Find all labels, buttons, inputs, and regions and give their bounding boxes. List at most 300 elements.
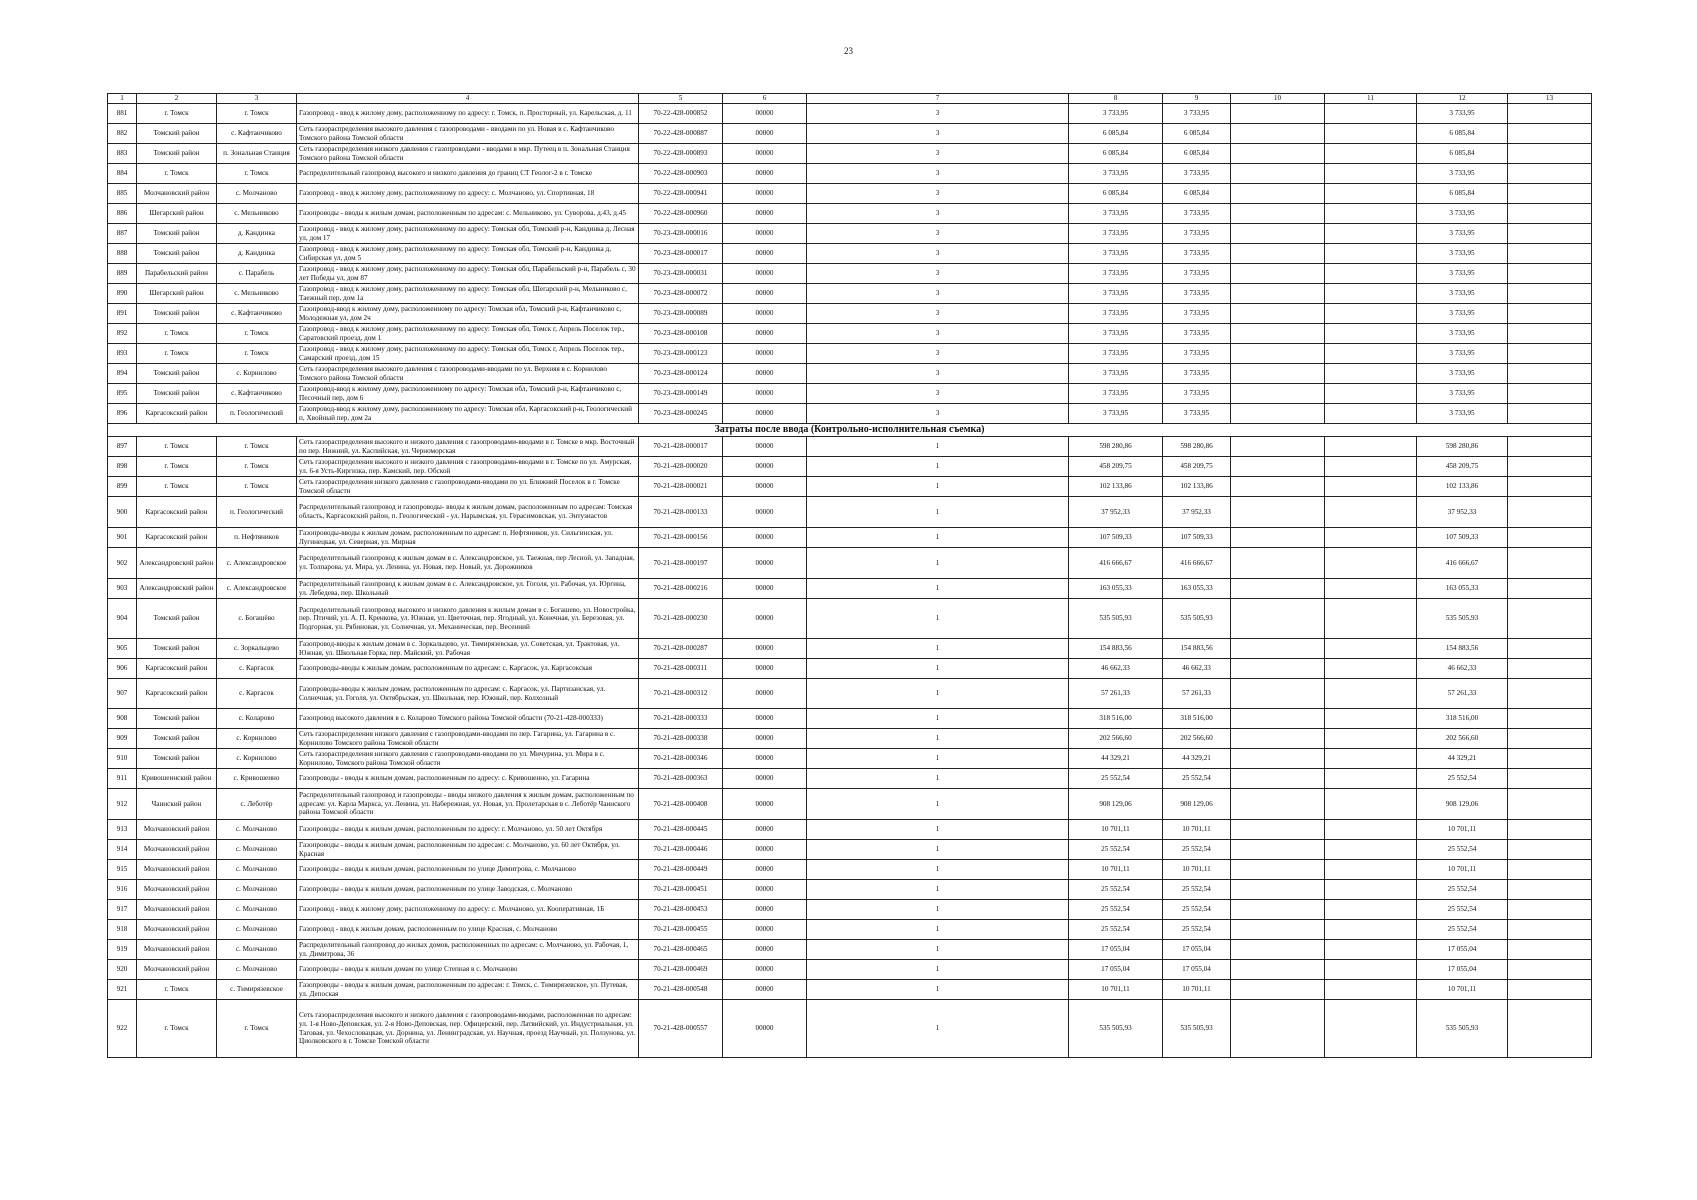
col11 xyxy=(1325,244,1417,264)
col13 xyxy=(1508,880,1592,900)
table-row xyxy=(108,497,1592,528)
amount-col8: 163 055,33 xyxy=(1069,579,1163,599)
object-description: Сеть газораспределения низкого давления с газопроводами-вводами по ул. Ближний Поселок в г. Томске Томской области xyxy=(297,477,639,497)
object-code: 70-23-428-000149 xyxy=(639,384,723,404)
col11 xyxy=(1325,729,1417,749)
col10 xyxy=(1231,980,1325,1000)
col6-code: 00000 xyxy=(723,960,807,980)
col6-code: 00000 xyxy=(723,749,807,769)
row-number: 889 xyxy=(108,264,137,284)
object-code: 70-23-428-000108 xyxy=(639,324,723,344)
row-number: 914 xyxy=(108,840,137,860)
amount-col9: 46 662,33 xyxy=(1163,659,1231,679)
col13 xyxy=(1508,364,1592,384)
amount-col12: 25 552,54 xyxy=(1417,840,1508,860)
object-description: Газопроводы - вводы к жилым домам, расположенным по адресам: г. Томск, с. Тимирязевское, ул. Путевая, ул. Депоская xyxy=(297,980,639,1000)
amount-col8: 6 085,84 xyxy=(1069,184,1163,204)
amount-col9: 25 552,54 xyxy=(1163,880,1231,900)
district: Томский район xyxy=(137,639,217,659)
col7-value: 1 xyxy=(807,940,1069,960)
row-number: 900 xyxy=(108,497,137,528)
district: Томский район xyxy=(137,124,217,144)
district: Каргасокский район xyxy=(137,659,217,679)
col6-code: 00000 xyxy=(723,244,807,264)
locality: с. Молчаново xyxy=(217,840,297,860)
district: Томский район xyxy=(137,384,217,404)
row-number: 899 xyxy=(108,477,137,497)
table-row xyxy=(108,579,1592,599)
col6-code: 00000 xyxy=(723,820,807,840)
locality: с. Кафтанчиково xyxy=(217,124,297,144)
col10 xyxy=(1231,477,1325,497)
amount-col12: 598 280,86 xyxy=(1417,437,1508,457)
col7-value: 1 xyxy=(807,729,1069,749)
col11 xyxy=(1325,599,1417,639)
amount-col8: 6 085,84 xyxy=(1069,124,1163,144)
col10 xyxy=(1231,124,1325,144)
col6-code: 00000 xyxy=(723,304,807,324)
row-number: 885 xyxy=(108,184,137,204)
col7-value: 1 xyxy=(807,960,1069,980)
amount-col9: 908 129,06 xyxy=(1163,789,1231,820)
table-row xyxy=(108,364,1592,384)
amount-col8: 3 733,95 xyxy=(1069,104,1163,124)
amount-col8: 10 701,11 xyxy=(1069,980,1163,1000)
locality: с. Кафтанчиково xyxy=(217,384,297,404)
amount-col8: 25 552,54 xyxy=(1069,769,1163,789)
col10 xyxy=(1231,1000,1325,1058)
amount-col12: 57 261,33 xyxy=(1417,679,1508,709)
object-code: 70-23-428-000089 xyxy=(639,304,723,324)
col10 xyxy=(1231,709,1325,729)
amount-col8: 458 209,75 xyxy=(1069,457,1163,477)
table-row xyxy=(108,820,1592,840)
col13 xyxy=(1508,980,1592,1000)
col13 xyxy=(1508,284,1592,304)
col6-code: 00000 xyxy=(723,364,807,384)
district: Каргасокский район xyxy=(137,497,217,528)
object-code: 70-22-428-000852 xyxy=(639,104,723,124)
column-number: 2 xyxy=(137,94,217,104)
col7-value: 3 xyxy=(807,244,1069,264)
col13 xyxy=(1508,244,1592,264)
col6-code: 00000 xyxy=(723,789,807,820)
col7-value: 1 xyxy=(807,1000,1069,1058)
col11 xyxy=(1325,659,1417,679)
col7-value: 1 xyxy=(807,769,1069,789)
col13 xyxy=(1508,548,1592,579)
amount-col9: 10 701,11 xyxy=(1163,980,1231,1000)
object-description: Газопровод - ввод к жилому дому, расположенному по адресу: с. Молчаново, ул. Спортивная, 18 xyxy=(297,184,639,204)
table-row xyxy=(108,940,1592,960)
object-description: Газопроводы-вводы к жилым домам, расположенным по адресам: с. Каргасок, ул. Каргасокская xyxy=(297,659,639,679)
col6-code: 00000 xyxy=(723,437,807,457)
amount-col9: 17 055,04 xyxy=(1163,960,1231,980)
locality: п. Зональная Станция xyxy=(217,144,297,164)
locality: с. Каргасок xyxy=(217,659,297,679)
amount-col9: 598 280,86 xyxy=(1163,437,1231,457)
district: г. Томск xyxy=(137,437,217,457)
row-number: 898 xyxy=(108,457,137,477)
col10 xyxy=(1231,599,1325,639)
amount-col12: 3 733,95 xyxy=(1417,104,1508,124)
col11 xyxy=(1325,820,1417,840)
col6-code: 00000 xyxy=(723,344,807,364)
col10 xyxy=(1231,264,1325,284)
col6-code: 00000 xyxy=(723,940,807,960)
col10 xyxy=(1231,284,1325,304)
row-number: 919 xyxy=(108,940,137,960)
col10 xyxy=(1231,528,1325,548)
amount-col8: 318 516,00 xyxy=(1069,709,1163,729)
column-number: 9 xyxy=(1163,94,1231,104)
object-description: Газопроводы - вводы к жилым домам по улице Степная в с. Молчаново xyxy=(297,960,639,980)
amount-col12: 46 662,33 xyxy=(1417,659,1508,679)
amount-col12: 25 552,54 xyxy=(1417,880,1508,900)
amount-col12: 17 055,04 xyxy=(1417,940,1508,960)
col11 xyxy=(1325,940,1417,960)
col11 xyxy=(1325,1000,1417,1058)
locality: с. Зоркальцево xyxy=(217,639,297,659)
column-number: 5 xyxy=(639,94,723,104)
col10 xyxy=(1231,729,1325,749)
amount-col8: 3 733,95 xyxy=(1069,404,1163,424)
column-number: 3 xyxy=(217,94,297,104)
table-row xyxy=(108,164,1592,184)
col13 xyxy=(1508,840,1592,860)
district: Шегарский район xyxy=(137,284,217,304)
object-description: Газопровод - ввод к жилому дому, расположенному по адресу: Томская обл, Томск г, Апрель Поселок тер., Самарский проезд, дом 15 xyxy=(297,344,639,364)
amount-col8: 107 509,33 xyxy=(1069,528,1163,548)
row-number: 911 xyxy=(108,769,137,789)
col13 xyxy=(1508,659,1592,679)
col7-value: 1 xyxy=(807,437,1069,457)
object-code: 70-23-428-000245 xyxy=(639,404,723,424)
amount-col8: 3 733,95 xyxy=(1069,244,1163,264)
amount-col9: 3 733,95 xyxy=(1163,304,1231,324)
locality: с. Каргасок xyxy=(217,679,297,709)
col11 xyxy=(1325,404,1417,424)
col7-value: 1 xyxy=(807,820,1069,840)
amount-col8: 416 666,67 xyxy=(1069,548,1163,579)
col13 xyxy=(1508,437,1592,457)
amount-col12: 154 883,56 xyxy=(1417,639,1508,659)
locality: г. Томск xyxy=(217,164,297,184)
table-row xyxy=(108,204,1592,224)
col6-code: 00000 xyxy=(723,709,807,729)
amount-col9: 3 733,95 xyxy=(1163,164,1231,184)
col10 xyxy=(1231,164,1325,184)
object-description: Газопроводы - вводы к жилым домам, расположенным по улице Димитрова, с. Молчаново xyxy=(297,860,639,880)
amount-col9: 6 085,84 xyxy=(1163,124,1231,144)
table-row xyxy=(108,224,1592,244)
object-code: 70-21-428-000133 xyxy=(639,497,723,528)
amount-col12: 37 952,33 xyxy=(1417,497,1508,528)
col10 xyxy=(1231,659,1325,679)
amount-col9: 3 733,95 xyxy=(1163,104,1231,124)
col6-code: 00000 xyxy=(723,900,807,920)
district: Чаинский район xyxy=(137,789,217,820)
object-code: 70-21-428-000548 xyxy=(639,980,723,1000)
amount-col8: 3 733,95 xyxy=(1069,164,1163,184)
amount-col8: 3 733,95 xyxy=(1069,324,1163,344)
col10 xyxy=(1231,840,1325,860)
amount-col12: 25 552,54 xyxy=(1417,769,1508,789)
object-description: Сеть газораспределения высокого и низкого давления с газопроводами-вводами в г. Томске по ул. Амурская, ул. 6-я Усть-Киргизка, пер. Камский, пер. Обской xyxy=(297,457,639,477)
column-number: 8 xyxy=(1069,94,1163,104)
col6-code: 00000 xyxy=(723,579,807,599)
row-number: 910 xyxy=(108,749,137,769)
col7-value: 3 xyxy=(807,144,1069,164)
section-title: Затраты после ввода (Контрольно-исполнительная съемка) xyxy=(108,424,1592,437)
amount-col8: 3 733,95 xyxy=(1069,384,1163,404)
col11 xyxy=(1325,528,1417,548)
locality: с. Парабель xyxy=(217,264,297,284)
object-code: 70-23-428-000123 xyxy=(639,344,723,364)
object-code: 70-21-428-000469 xyxy=(639,960,723,980)
col7-value: 1 xyxy=(807,497,1069,528)
amount-col8: 535 505,93 xyxy=(1069,599,1163,639)
table-row xyxy=(108,860,1592,880)
col7-value: 1 xyxy=(807,548,1069,579)
locality: г. Томск xyxy=(217,457,297,477)
col10 xyxy=(1231,437,1325,457)
col11 xyxy=(1325,204,1417,224)
col6-code: 00000 xyxy=(723,880,807,900)
column-number: 7 xyxy=(807,94,1069,104)
col11 xyxy=(1325,344,1417,364)
locality: г. Томск xyxy=(217,1000,297,1058)
col11 xyxy=(1325,384,1417,404)
col13 xyxy=(1508,477,1592,497)
col10 xyxy=(1231,548,1325,579)
district: г. Томск xyxy=(137,457,217,477)
amount-col8: 3 733,95 xyxy=(1069,364,1163,384)
row-number: 894 xyxy=(108,364,137,384)
row-number: 915 xyxy=(108,860,137,880)
district: Парабельский район xyxy=(137,264,217,284)
col7-value: 3 xyxy=(807,384,1069,404)
row-number: 881 xyxy=(108,104,137,124)
amount-col12: 202 566,60 xyxy=(1417,729,1508,749)
district: г. Томск xyxy=(137,477,217,497)
table-row xyxy=(108,144,1592,164)
district: Каргасокский район xyxy=(137,528,217,548)
col13 xyxy=(1508,789,1592,820)
amount-col12: 3 733,95 xyxy=(1417,304,1508,324)
row-number: 895 xyxy=(108,384,137,404)
object-code: 70-22-428-000960 xyxy=(639,204,723,224)
amount-col12: 10 701,11 xyxy=(1417,980,1508,1000)
object-description: Сеть газораспределения высокого и низкого давления с газопроводами-вводами, расположенная по адресам: ул. 1-я Ново-Деповская, ул. 2-я Ново-Деповская, пер. Офицерский, пер. Латвийский, ул. Индустриальная, ул. Таговая, ул. Чехословацкая, ул. Дорнина, ул. Ленинградская, ул. Научная, проезд Научный, ул. Ползунова, ул. Циолковского в г. Томске Томской области xyxy=(297,1000,639,1058)
col7-value: 3 xyxy=(807,164,1069,184)
row-number: 905 xyxy=(108,639,137,659)
col6-code: 00000 xyxy=(723,659,807,679)
amount-col9: 107 509,33 xyxy=(1163,528,1231,548)
col11 xyxy=(1325,457,1417,477)
col7-value: 1 xyxy=(807,920,1069,940)
col13 xyxy=(1508,940,1592,960)
col13 xyxy=(1508,324,1592,344)
amount-col9: 25 552,54 xyxy=(1163,920,1231,940)
col11 xyxy=(1325,164,1417,184)
col6-code: 00000 xyxy=(723,284,807,304)
object-code: 70-22-428-000941 xyxy=(639,184,723,204)
district: Каргасокский район xyxy=(137,404,217,424)
object-description: Газопровод - ввод к жилому дому, расположенному по адресу: Томская обл, Томский р-н, Кандинка д, Лесная ул, дом 17 xyxy=(297,224,639,244)
district: Молчановский район xyxy=(137,880,217,900)
col13 xyxy=(1508,709,1592,729)
table-row xyxy=(108,1000,1592,1058)
district: Томский район xyxy=(137,144,217,164)
object-code: 70-23-428-000124 xyxy=(639,364,723,384)
object-code: 70-21-428-000449 xyxy=(639,860,723,880)
table-row xyxy=(108,477,1592,497)
column-number: 10 xyxy=(1231,94,1325,104)
row-number: 883 xyxy=(108,144,137,164)
col10 xyxy=(1231,900,1325,920)
table-row xyxy=(108,528,1592,548)
object-code: 70-21-428-000363 xyxy=(639,769,723,789)
col6-code: 00000 xyxy=(723,548,807,579)
object-code: 70-21-428-000465 xyxy=(639,940,723,960)
col7-value: 1 xyxy=(807,457,1069,477)
amount-col9: 3 733,95 xyxy=(1163,204,1231,224)
col11 xyxy=(1325,224,1417,244)
col6-code: 00000 xyxy=(723,457,807,477)
table-row xyxy=(108,304,1592,324)
col13 xyxy=(1508,729,1592,749)
row-number: 886 xyxy=(108,204,137,224)
amount-col8: 17 055,04 xyxy=(1069,960,1163,980)
data-table xyxy=(107,93,1592,1058)
amount-col8: 908 129,06 xyxy=(1069,789,1163,820)
amount-col8: 6 085,84 xyxy=(1069,144,1163,164)
district: Томский район xyxy=(137,304,217,324)
col7-value: 1 xyxy=(807,749,1069,769)
amount-col9: 3 733,95 xyxy=(1163,324,1231,344)
col7-value: 3 xyxy=(807,264,1069,284)
col11 xyxy=(1325,840,1417,860)
locality: с. Молчаново xyxy=(217,940,297,960)
col13 xyxy=(1508,184,1592,204)
col11 xyxy=(1325,679,1417,709)
col10 xyxy=(1231,639,1325,659)
table-row xyxy=(108,284,1592,304)
col11 xyxy=(1325,497,1417,528)
table-row xyxy=(108,404,1592,424)
district: Томский район xyxy=(137,224,217,244)
col10 xyxy=(1231,244,1325,264)
amount-col8: 10 701,11 xyxy=(1069,820,1163,840)
amount-col8: 25 552,54 xyxy=(1069,880,1163,900)
col11 xyxy=(1325,709,1417,729)
district: Томский район xyxy=(137,709,217,729)
col13 xyxy=(1508,404,1592,424)
amount-col12: 3 733,95 xyxy=(1417,244,1508,264)
column-number: 6 xyxy=(723,94,807,104)
district: Молчановский район xyxy=(137,184,217,204)
col11 xyxy=(1325,304,1417,324)
col11 xyxy=(1325,284,1417,304)
table-row xyxy=(108,709,1592,729)
object-description: Газопроводы - вводы к жилым домам, расположенным по адресам: с. Мельниково, ул. Суворова, д.43, д.45 xyxy=(297,204,639,224)
col13 xyxy=(1508,579,1592,599)
locality: п. Геологический xyxy=(217,497,297,528)
district: Молчановский район xyxy=(137,940,217,960)
col13 xyxy=(1508,769,1592,789)
table-row xyxy=(108,384,1592,404)
col7-value: 3 xyxy=(807,204,1069,224)
col11 xyxy=(1325,980,1417,1000)
row-number: 892 xyxy=(108,324,137,344)
object-code: 70-21-428-000311 xyxy=(639,659,723,679)
col11 xyxy=(1325,960,1417,980)
amount-col8: 3 733,95 xyxy=(1069,304,1163,324)
amount-col12: 3 733,95 xyxy=(1417,224,1508,244)
amount-col9: 3 733,95 xyxy=(1163,264,1231,284)
amount-col12: 163 055,33 xyxy=(1417,579,1508,599)
col11 xyxy=(1325,789,1417,820)
col11 xyxy=(1325,144,1417,164)
column-number-row xyxy=(108,94,1592,104)
col6-code: 00000 xyxy=(723,164,807,184)
table-row xyxy=(108,789,1592,820)
table-row xyxy=(108,639,1592,659)
object-code: 70-23-428-000017 xyxy=(639,244,723,264)
amount-col8: 535 505,93 xyxy=(1069,1000,1163,1058)
locality: с. Коларово xyxy=(217,709,297,729)
col13 xyxy=(1508,920,1592,940)
amount-col12: 44 329,21 xyxy=(1417,749,1508,769)
amount-col8: 25 552,54 xyxy=(1069,840,1163,860)
locality: д. Кандинка xyxy=(217,244,297,264)
col11 xyxy=(1325,184,1417,204)
object-description: Газопровод высокого давления в с. Коларово Томского района Томской области (70-21-428-000333) xyxy=(297,709,639,729)
col6-code: 00000 xyxy=(723,528,807,548)
col13 xyxy=(1508,457,1592,477)
row-number: 907 xyxy=(108,679,137,709)
table-row xyxy=(108,457,1592,477)
col11 xyxy=(1325,477,1417,497)
object-code: 70-22-428-000887 xyxy=(639,124,723,144)
table-row xyxy=(108,729,1592,749)
col7-value: 1 xyxy=(807,528,1069,548)
col10 xyxy=(1231,184,1325,204)
col6-code: 00000 xyxy=(723,840,807,860)
object-code: 70-21-428-000446 xyxy=(639,840,723,860)
object-description: Газопровод - ввод к жилому дому, расположенному по адресу: г. Томск, п. Просторный, ул. Карельская, д. 11 xyxy=(297,104,639,124)
object-description: Газопровод - ввод к жилому дому, расположенному по адресу: Томская обл, Шегарский р-н, Мельниково с, Таежный пер, дом 1а xyxy=(297,284,639,304)
object-code: 70-22-428-000893 xyxy=(639,144,723,164)
table-row xyxy=(108,920,1592,940)
amount-col9: 3 733,95 xyxy=(1163,224,1231,244)
amount-col12: 10 701,11 xyxy=(1417,860,1508,880)
col11 xyxy=(1325,920,1417,940)
object-code: 70-21-428-000557 xyxy=(639,1000,723,1058)
district: Кривошеинский район xyxy=(137,769,217,789)
col6-code: 00000 xyxy=(723,497,807,528)
amount-col9: 6 085,84 xyxy=(1163,184,1231,204)
col11 xyxy=(1325,900,1417,920)
district: г. Томск xyxy=(137,1000,217,1058)
table-row xyxy=(108,324,1592,344)
object-code: 70-23-428-000016 xyxy=(639,224,723,244)
amount-col8: 10 701,11 xyxy=(1069,860,1163,880)
district: г. Томск xyxy=(137,164,217,184)
col10 xyxy=(1231,820,1325,840)
row-number: 917 xyxy=(108,900,137,920)
